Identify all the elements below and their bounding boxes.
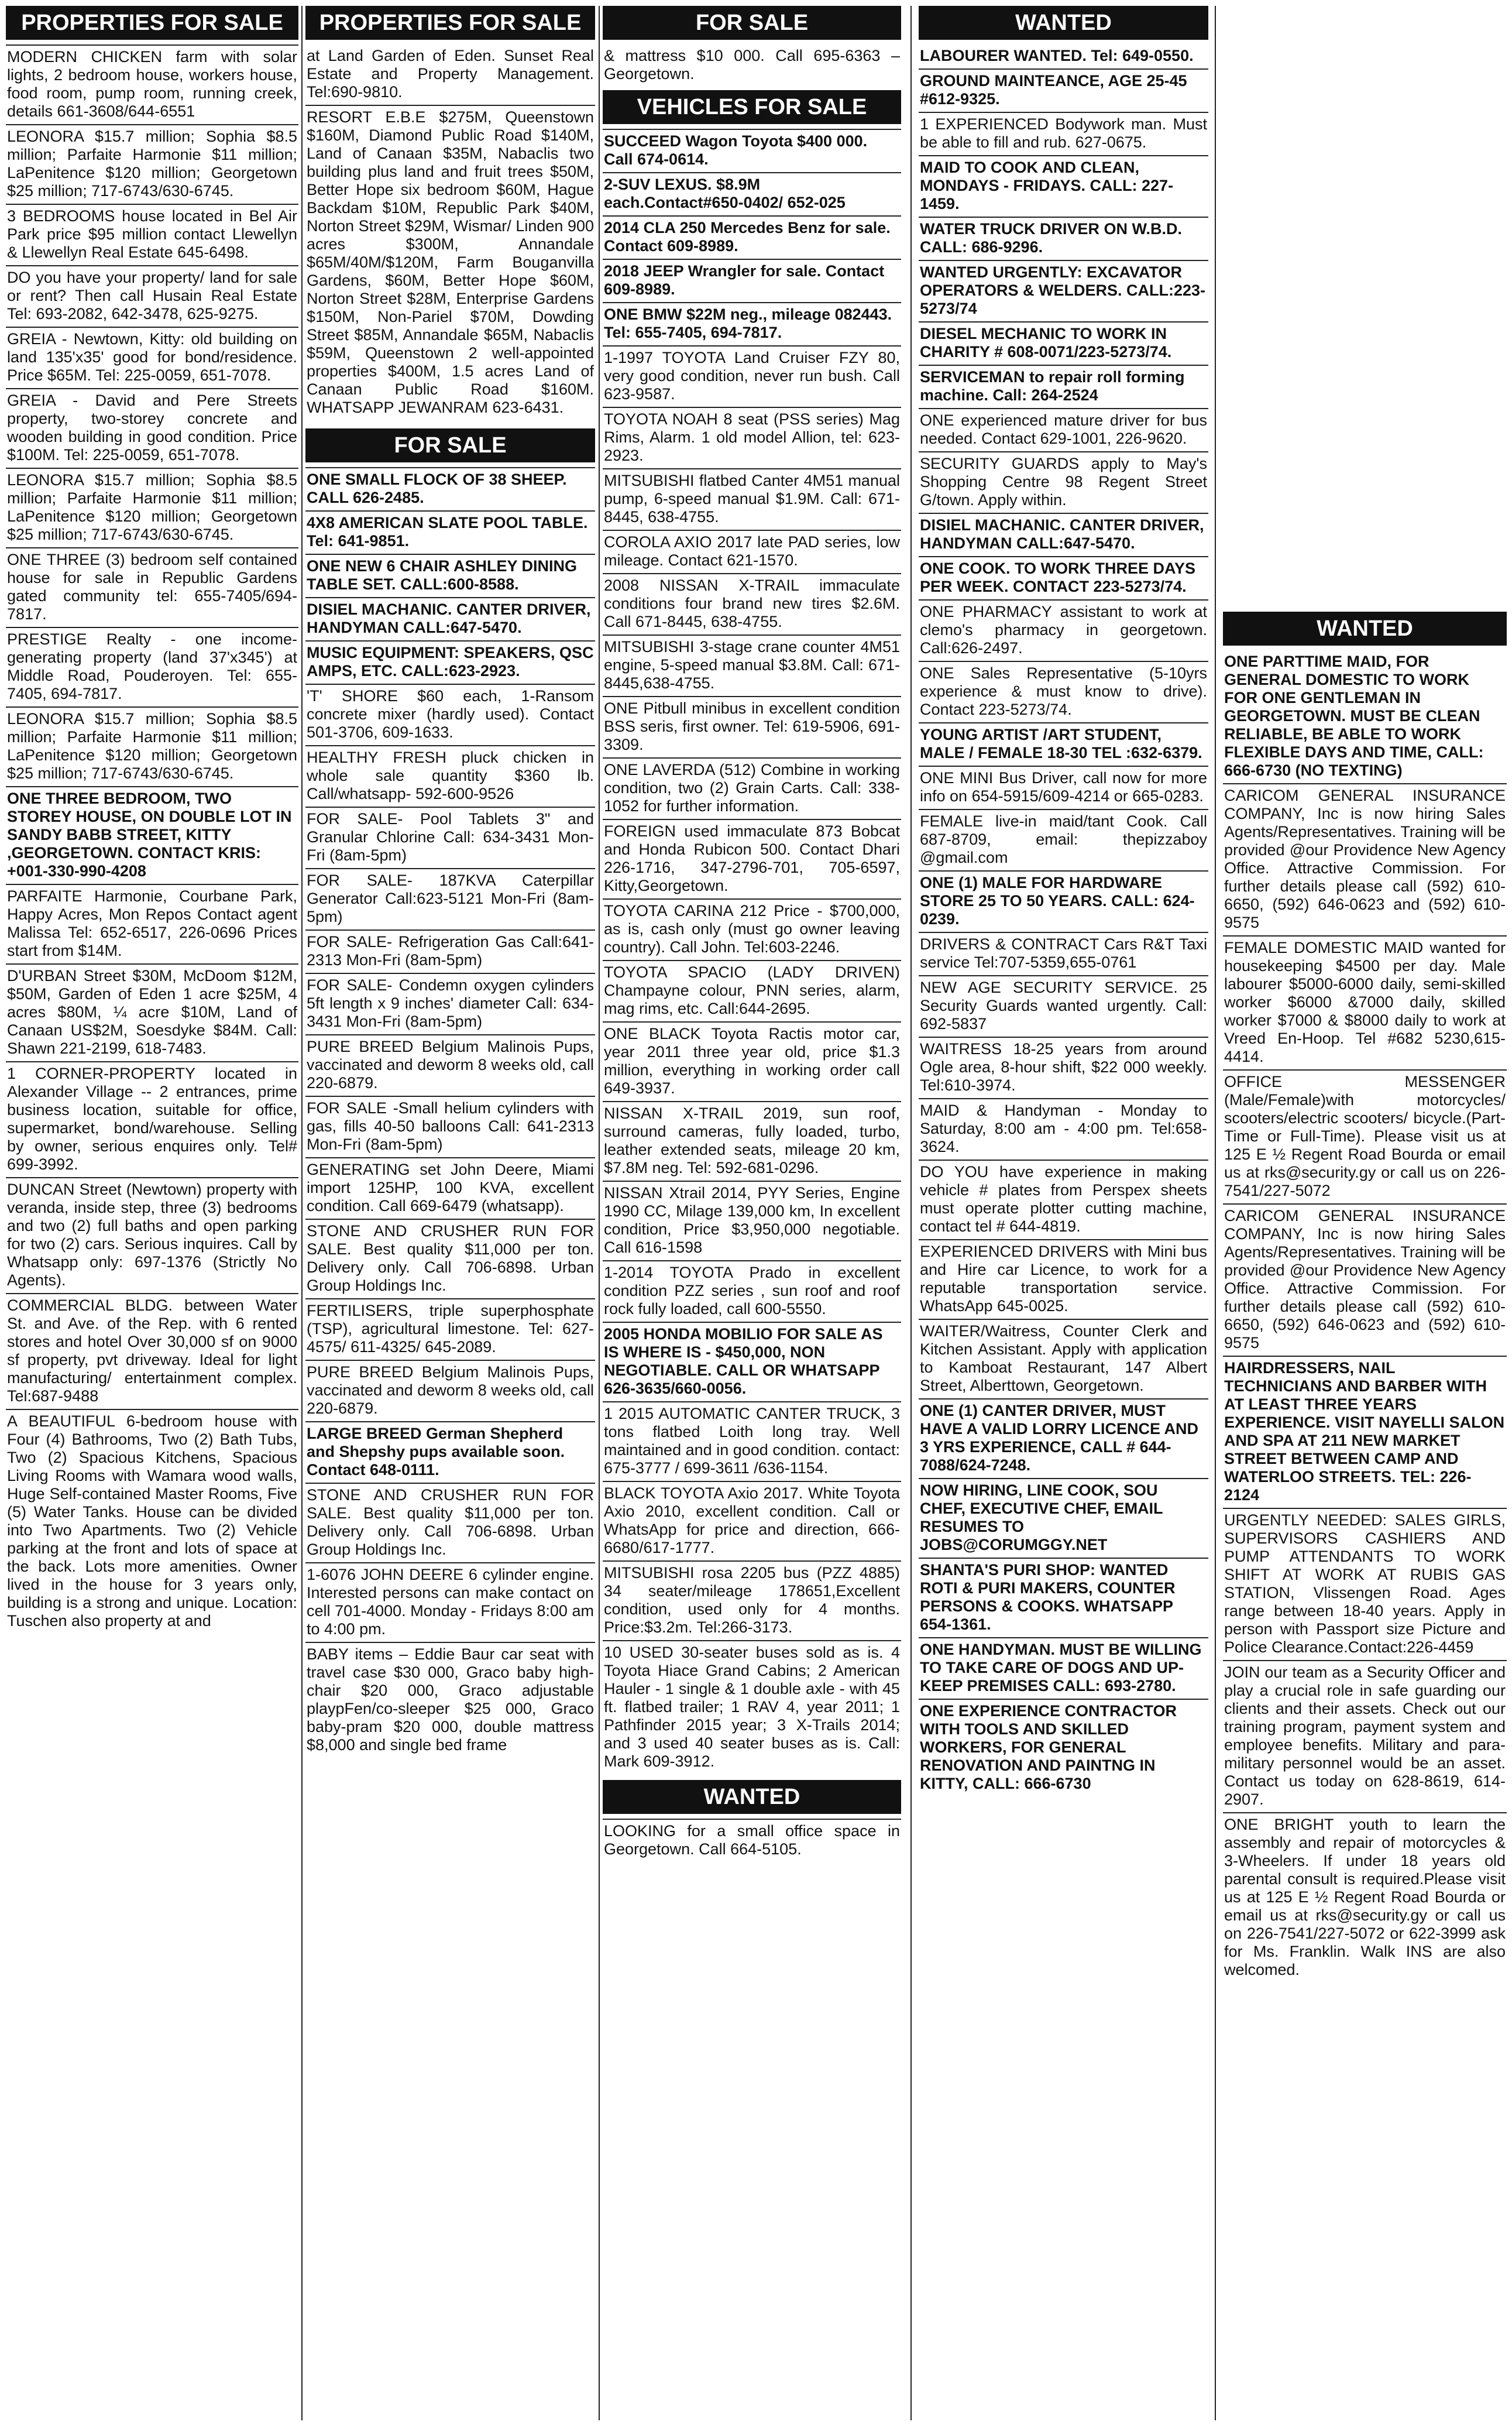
- classified-ad: COROLA AXIO 2017 late PAD series, low mileage. Contact 621-1570.: [603, 530, 901, 573]
- classified-ad: FOREIGN used immaculate 873 Bobcat and Honda Rubicon 500. Contact Dhari 226-1716, 347-2796-701, 705-6597, Kitty,Georgetown.: [603, 819, 901, 898]
- classified-ad: CARICOM GENERAL INSURANCE COMPANY, Inc is now hiring Sales Agents/Representatives. Training will be provided @our Providence New Agency Office. Attractive Commission. For further details please call (592) 610-6650, (592) 646-0623 and (592) 610-9575: [1223, 783, 1507, 935]
- classified-ad: STONE AND CRUSHER RUN FOR SALE. Best quality $11,000 per ton. Delivery only. Call 706-6898. Urban Group Holdings Inc.: [305, 1219, 595, 1298]
- classified-ad: 4X8 AMERICAN SLATE POOL TABLE. Tel: 641-9851.: [305, 510, 595, 554]
- classified-ad: FEMALE live-in maid/tant Cook. Call 687-8709, email: thepizzaboy @gmail.com: [919, 809, 1208, 870]
- classified-ad: 1 CORNER-PROPERTY located in Alexander Village -- 2 entrances, prime business location, suitable for office, supermarket, bond/warehouse. Selling by owner, serious enquires only. Tel# 699-3992.: [6, 1061, 298, 1177]
- ads-list: [603, 44, 901, 87]
- classified-ad: LEONORA $15.7 million; Sophia $8.5 million; Parfaite Harmonie $11 million; LaPenitence $120 million; Georgetown $25 million; 717-6743/630-6745.: [6, 124, 298, 204]
- classified-ad: FOR SALE- 187KVA Caterpillar Generator Call:623-5121 Mon-Fri (8am-5pm): [305, 868, 595, 929]
- classified-ad: TOYOTA NOAH 8 seat (PSS series) Mag Rims, Alarm. 1 old model Allion, tel: 623-2923.: [603, 407, 901, 468]
- section-header-wanted: WANTED: [603, 1780, 901, 1814]
- column-divider: [1215, 6, 1216, 2420]
- classified-ad: ONE HANDYMAN. MUST BE WILLING TO TAKE CARE OF DOGS AND UP-KEEP PREMISES CALL: 693-2780.: [919, 1637, 1208, 1699]
- classified-ad: 1-6076 JOHN DEERE 6 cylinder engine. Interested persons can make contact on cell 701-4000. Monday - Fridays 8:00 am to 4:00 pm.: [305, 1562, 595, 1642]
- classified-ad: 1 EXPERIENCED Bodywork man. Must be able to fill and rub. 627-0675.: [919, 112, 1208, 155]
- classified-ad: OFFICE MESSENGER (Male/Female)with motorcycles/ scooters/electric scooters/ bicycle.(Part-Time or Full-Time). Please visit us at 125 E ½ Regent Road Bourda or email us at rks@security.gy or call us on 226-7541/227-5072: [1223, 1069, 1507, 1203]
- classified-ad: PARFAITE Harmonie, Courbane Park, Happy Acres, Mon Repos Contact agent Malissa Tel: 652-6517, 226-0696 Prices start from $14M.: [6, 884, 298, 963]
- ads-list: [305, 44, 595, 420]
- classified-ad: ONE (1) CANTER DRIVER, MUST HAVE A VALID LORRY LICENCE AND 3 YRS EXPERIENCE, CALL # 644-7088/624-7248.: [919, 1398, 1208, 1478]
- classified-ad: STONE AND CRUSHER RUN FOR SALE. Best quality $11,000 per ton. Delivery only. Call 706-6898. Urban Group Holdings Inc.: [305, 1483, 595, 1562]
- classified-ad: LOOKING for a small office space in Georgetown. Call 664-5105.: [603, 1819, 901, 1862]
- classified-ad: SUCCEED Wagon Toyota $400 000. Call 674-0614.: [603, 129, 901, 172]
- ads-list: [1223, 650, 1507, 1982]
- column-wanted-2: [1223, 612, 1507, 1982]
- classified-ad: ONE experienced mature driver for bus needed. Contact 629-1001, 226-9620.: [919, 408, 1208, 451]
- classified-ad: MITSUBISHI rosa 2205 bus (PZZ 4885) 34 seater/mileage 178651,Excellent condition, used only for 4 months. Price:$3.2m. Tel:266-3173.: [603, 1560, 901, 1640]
- classified-ad: DISIEL MACHANIC. CANTER DRIVER, HANDYMAN CALL:647-5470.: [919, 513, 1208, 556]
- column-properties-1: [6, 6, 298, 1634]
- column-properties-2: [305, 6, 595, 1758]
- classified-ad: PURE BREED Belgium Malinois Pups, vaccinated and deworm 8 weeks old, call 220-6879.: [305, 1360, 595, 1421]
- classified-ad: MAID & Handyman - Monday to Saturday, 8:00 am - 4:00 pm. Tel:658-3624.: [919, 1098, 1208, 1160]
- column-divider: [599, 6, 600, 2420]
- classified-ad: TOYOTA CARINA 212 Price - $700,000, as is, cash only (must go owner leaving country). Call John. Tel:603-2246.: [603, 898, 901, 960]
- classified-ad: BLACK TOYOTA Axio 2017. White Toyota Axio 2010, excellent condition. Call or WhatsApp for price and direction, 666-6680/617-1777.: [603, 1481, 901, 1560]
- classified-ad: CARICOM GENERAL INSURANCE COMPANY, Inc is now hiring Sales Agents/Representatives. Training will be provided @our Providence New Agency Office. Attractive Commission. For further details please call (592) 610-6650, (592) 646-0623 and (592) 610-9575: [1223, 1203, 1507, 1356]
- classified-ad: NOW HIRING, LINE COOK, SOU CHEF, EXECUTIVE CHEF, EMAIL RESUMES TO JOBS@CORUMGGY.NET: [919, 1478, 1208, 1558]
- classified-ad: 2018 JEEP Wrangler for sale. Contact 609-8989.: [603, 259, 901, 302]
- classified-ad: ONE Sales Representative (5-10yrs experience & must know to drive). Contact 223-5273/74.: [919, 661, 1208, 722]
- classified-ad: FOR SALE -Small helium cylinders with gas, fills 40-50 balloons Call: 641-2313 Mon-Fri (8am-5pm): [305, 1096, 595, 1157]
- classified-ad: 'T' SHORE $60 each, 1-Ransom concrete mixer (hardly used). Contact 501-3706, 609-1633.: [305, 684, 595, 745]
- classified-ad: 3 BEDROOMS house located in Bel Air Park price $95 million contact Llewellyn & Llewellyn Real Estate 645-6498.: [6, 204, 298, 265]
- classified-ad: LABOURER WANTED. Tel: 649-0550.: [920, 47, 1194, 64]
- classified-ad: FOR SALE- Pool Tablets 3" and Granular Chlorine Call: 634-3431 Mon-Fri (8am-5pm): [305, 807, 595, 868]
- column-wanted-1: [919, 6, 1208, 1796]
- classified-ad: HAIRDRESSERS, NAIL TECHNICIANS AND BARBER WITH AT LEAST THREE YEARS EXPERIENCE. VISIT NAYELLI SALON AND SPA AT 211 NEW MARKET STREET BETWEEN CAMP AND WATERLOO STREETS. TEL: 226-2124: [1223, 1356, 1507, 1508]
- classified-ad: MITSUBISHI 3-stage crane counter 4M51 engine, 5-speed manual $3.8M. Call: 671-8445,638-4755.: [603, 634, 901, 696]
- classified-ad: BABY items – Eddie Baur car seat with travel case $30 000, Graco baby high-chair $20 000, Graco adjustable playpFen/co-sleeper $25 000, Graco baby-pram $20 000, double mattress $8,000 and single bed frame: [305, 1642, 595, 1758]
- classified-ad: ONE SMALL FLOCK OF 38 SHEEP. CALL 626-2485.: [305, 467, 595, 510]
- classified-ad: URGENTLY NEEDED: SALES GIRLS, SUPERVISORS CASHIERS AND PUMP ATTENDANTS TO WORK SHIFT AT WORK AT RUBIS GAS STATION, Vlissengen Road. Ages range between 18-40 years. Apply in person with Passport size Picture and Police Clearance.Contact:226-4459: [1223, 1508, 1507, 1660]
- classified-ad: ONE LAVERDA (512) Combine in working condition, two (2) Grain Carts. Call: 338-1052 for further information.: [603, 757, 901, 819]
- classified-ad: MITSUBISHI flatbed Canter 4M51 manual pump, 6-speed manual $1.9M. Call: 671-8445, 638-4755.: [603, 468, 901, 530]
- classified-ad: LARGE BREED German Shepherd and Shepshy pups available soon. Contact 648-0111.: [305, 1421, 595, 1483]
- ads-list: [603, 1819, 901, 1862]
- section-header-for-sale: FOR SALE: [305, 428, 595, 462]
- classified-ad: EXPERIENCED DRIVERS with Mini bus and Hire car Licence, to work for a reputable transportation service. WhatsApp 645-0025.: [919, 1239, 1208, 1319]
- column-divider: [910, 6, 912, 2420]
- ads-list: [603, 129, 901, 1774]
- classified-ad: ONE THREE BEDROOM, TWO STOREY HOUSE, ON DOUBLE LOT IN SANDY BABB STREET, KITTY ,GEORGETOWN. CONTACT KRIS: +001-330-990-4208: [6, 786, 298, 884]
- classified-ad: SHANTA'S PURI SHOP: WANTED ROTI & PURI MAKERS, COUNTER PERSONS & COOKS. WHATSAPP 654-1361.: [919, 1558, 1208, 1637]
- classified-ad: YOUNG ARTIST /ART STUDENT, MALE / FEMALE 18-30 TEL :632-6379.: [919, 722, 1208, 766]
- classified-ad: NEW AGE SECURITY SERVICE. 25 Security Guards wanted urgently. Call: 692-5837: [919, 975, 1208, 1037]
- classified-ad: WAITER/Waitress, Counter Clerk and Kitchen Assistant. Apply with application to Kamboat Restaurant, 147 Albert Street, Alberttown, Georgetown.: [919, 1319, 1208, 1398]
- classified-ad: COMMERCIAL BLDG. between Water St. and Ave. of the Rep. with 6 rented stores and hotel Over 30,000 sf on 9000 sf property, pvt driveway. Ideal for light manufacturing/ entertainment complex. Tel:687-9488: [6, 1293, 298, 1409]
- classified-ad: MODERN CHICKEN farm with solar lights, 2 bedroom house, workers house, food room, pump room, running creek, details 661-3608/644-6551: [6, 44, 298, 124]
- classified-ad: SECURITY GUARDS apply to May's Shopping Centre 98 Regent Street G/town. Apply within.: [919, 451, 1208, 513]
- section-header: WANTED: [1223, 612, 1507, 646]
- section-header: PROPERTIES FOR SALE: [305, 6, 595, 40]
- classified-ad: LEONORA $15.7 million; Sophia $8.5 million; Parfaite Harmonie $11 million; LaPenitence $120 million; Georgetown $25 million; 717-6743/630-6745.: [6, 468, 298, 547]
- classified-ad: & mattress $10 000. Call 695-6363 – Georgetown.: [604, 47, 900, 83]
- classified-ad: DO you have your property/ land for sale or rent? Then call Husain Real Estate Tel: 693-2082, 642-3478, 625-9275.: [6, 265, 298, 327]
- classified-ad: 1-1997 TOYOTA Land Cruiser FZY 80, very good condition, never run bush. Call 623-9587.: [603, 345, 901, 407]
- classified-ad: 2008 NISSAN X-TRAIL immaculate conditions four brand new tires $2.6M. Call 671-8445, 638-4755.: [603, 573, 901, 634]
- classified-ad: ONE Pitbull minibus in excellent condition BSS seris, first owner. Tel: 619-5906, 691-3309.: [603, 696, 901, 757]
- classified-ad: FEMALE DOMESTIC MAID wanted for housekeeping $4500 per day. Male labourer $5000-6000 daily, semi-skilled worker $6000 &7000 daily, skilled worker $7000 & $8000 daily to work at Vreed En-Hoop. Tel #682 5230,615-4414.: [1223, 935, 1507, 1069]
- classified-ad: A BEAUTIFUL 6-bedroom house with Four (4) Bathrooms, Two (2) Bath Tubs, Two (2) Spacious Kitchens, Spacious Living Rooms with Wamara wood walls, Huge Self-contained Master Rooms, Five (5) Water Tanks. House can be divided into Two Apartments. Two (2) Vehicle parking at the front and lots of space at the back. Lots more amenities. Owner lived in the house for 3 years only, building is a strong and unique. Location: Tuschen also property at and: [6, 1409, 298, 1634]
- section-header-vehicles: VEHICLES FOR SALE: [603, 90, 901, 124]
- classified-ad: DRIVERS & CONTRACT Cars R&T Taxi service Tel:707-5359,655-0761: [919, 932, 1208, 975]
- classified-ad: HEALTHY FRESH pluck chicken in whole sale quantity $360 lb. Call/whatsapp- 592-600-9526: [305, 745, 595, 807]
- section-header: WANTED: [919, 6, 1208, 40]
- classified-ad: ONE PHARMACY assistant to work at clemo's pharmacy in georgetown. Call:626-2497.: [919, 599, 1208, 661]
- classified-ad: ONE BRIGHT youth to learn the assembly and repair of motorcycles & 3-Wheelers. If under 18 years old parental consult is required.Please visit us at 125 E ½ Regent Road Bourda or email us at rks@security.gy or call us on 226-7541/227-5072 or 622-3999 ask for Ms. Franklin. Walk INS are also welcomed.: [1223, 1812, 1507, 1982]
- classified-ad: ONE EXPERIENCE CONTRACTOR WITH TOOLS AND SKILLED WORKERS, FOR GENERAL RENOVATION AND PAINTNG IN KITTY, CALL: 666-6730: [919, 1699, 1208, 1796]
- classified-ad: 10 USED 30-seater buses sold as is. 4 Toyota Hiace Grand Cabins; 2 American Hauler - 1 single & 1 double axle - with 45 ft. flatbed trailer; 1 RAV 4, year 2011; 1 Pathfinder 2015 year; 3 X-Trails 2014; and 3 used 40 seater buses as is. Call: Mark 609-3912.: [603, 1640, 901, 1774]
- classified-ad: ONE COOK. TO WORK THREE DAYS PER WEEK. CONTACT 223-5273/74.: [919, 556, 1208, 599]
- classified-ad: PRESTIGE Realty - one income-generating property (land 37'x345') at Middle Road, Pouderoyen. Tel: 655-7405, 694-7817.: [6, 627, 298, 706]
- classified-ad: WANTED URGENTLY: EXCAVATOR OPERATORS & WELDERS. CALL:223-5273/74: [919, 260, 1208, 321]
- ads-list: [305, 467, 595, 1758]
- classified-ad: D'URBAN Street $30M, McDoom $12M, $50M, Garden of Eden 1 acre $25M, 4 acres $80M, ¼ acre $10M, Land of Canaan US$2M, Soesdyke $84M. Call: Shawn 221-2199, 618-7483.: [6, 963, 298, 1061]
- classified-ad: 1 2015 AUTOMATIC CANTER TRUCK, 3 tons flatbed Loith long tray. Well maintained and in good condition. contact: 675-3777 / 699-3611 /636-1154.: [603, 1401, 901, 1481]
- classified-ad: 1-2014 TOYOTA Prado in excellent condition PZZ series , sun roof and roof rock fully loaded, call 600-5550.: [603, 1260, 901, 1322]
- classified-ad: FOR SALE- Refrigeration Gas Call:641-2313 Mon-Fri (8am-5pm): [305, 929, 595, 973]
- classified-ad: ONE MINI Bus Driver, call now for more info on 654-5915/609-4214 or 665-0283.: [919, 766, 1208, 809]
- classified-ad: DISIEL MACHANIC. CANTER DRIVER, HANDYMAN CALL:647-5470.: [305, 597, 595, 640]
- classified-ad: NISSAN X-TRAIL 2019, sun roof, surround cameras, fully loaded, turbo, leather extended seats, mileage 20 km, $7.8M neg. Tel: 592-681-0296.: [603, 1101, 901, 1181]
- classified-ad: DIESEL MECHANIC TO WORK IN CHARITY # 608-0071/223-5273/74.: [919, 321, 1208, 365]
- classified-ad: SERVICEMAN to repair roll forming machine. Call: 264-2524: [919, 365, 1208, 408]
- classified-ad: ONE THREE (3) bedroom self contained house for sale in Republic Gardens gated community tel: 655-7405/694-7817.: [6, 547, 298, 627]
- classified-ad: 2014 CLA 250 Mercedes Benz for sale. Contact 609-8989.: [603, 215, 901, 259]
- classified-ad: MUSIC EQUIPMENT: SPEAKERS, QSC AMPS, ETC. CALL:623-2923.: [305, 640, 595, 684]
- classified-ad: GREIA - Newtown, Kitty: old building on land 135'x35' good for bond/residence. Price $65M. Tel: 225-0059, 651-7078.: [6, 327, 298, 388]
- classified-ad: WAITRESS 18-25 years from around Ogle area, 8-hour shift, $22 000 weekly. Tel:610-3974.: [919, 1037, 1208, 1098]
- ads-list: [6, 44, 298, 1634]
- classified-ad: ONE BMW $22M neg., mileage 082443. Tel: 655-7405, 694-7817.: [603, 302, 901, 345]
- classified-ad: ONE PARTTIME MAID, FOR GENERAL DOMESTIC TO WORK FOR ONE GENTLEMAN IN GEORGETOWN. MUST BE CLEAN RELIABLE, BE ABLE TO WORK FLEXIBLE DAYS AND TIME, CALL: 666-6730 (NO TEXTING): [1224, 653, 1484, 779]
- classified-ad: FOR SALE- Condemn oxygen cylinders 5ft length x 9 inches' diameter Call: 634-3431 Mon-Fri (8am-5pm): [305, 973, 595, 1034]
- classified-ad: PURE BREED Belgium Malinois Pups, vaccinated and deworm 8 weeks old, call 220-6879.: [305, 1034, 595, 1096]
- classified-ad: LEONORA $15.7 million; Sophia $8.5 million; Parfaite Harmonie $11 million; LaPenitence $120 million; Georgetown $25 million; 717-6743/630-6745.: [6, 706, 298, 786]
- classified-ad: ONE (1) MALE FOR HARDWARE STORE 25 TO 50 YEARS. CALL: 624-0239.: [919, 870, 1208, 932]
- classified-ad: 2005 HONDA MOBILIO FOR SALE AS IS WHERE IS - $450,000, NON NEGOTIABLE. CALL OR WHATSAPP 626-3635/660-0056.: [603, 1322, 901, 1401]
- classified-ad: NISSAN Xtrail 2014, PYY Series, Engine 1990 CC, Milage 139,000 km, In excellent condition, Price $3,950,000 negotiable. Call 616-1598: [603, 1181, 901, 1260]
- classified-ad: ONE BLACK Toyota Ractis motor car, year 2011 three year old, price $1.3 million, everything in working order call 649-3937.: [603, 1021, 901, 1101]
- column-for-sale-vehicles: [603, 6, 901, 1862]
- classified-ad: RESORT E.B.E $275M, Queenstown $160M, Diamond Public Road $140M, Land of Canaan $35M, Nabaclis two building plus land and fruit trees $50M, Better Hope six bedroom $60M, Hague Backdam $10M, Republic Park $40M, Norton Street $29M, Wismar/ Linden 900 acres $300M, Annandale $65M/40M/$120M, Farm Bouganvilla Gardens, $60M, Better Hope $60M, Norton Street $28M, Enterprise Gardens $150M, Non-Pariel $70M, Dowding Street $85M, Annandale $65M, Nabaclis $59M, Queenstown 2 well-appointed properties $400M, 1.5 acres Land of Canaan Public Road $160M. WHATSAPP JEWANRAM 623-6431.: [305, 105, 595, 420]
- classified-ad: 2-SUV LEXUS. $8.9M each.Contact#650-0402/ 652-025: [603, 172, 901, 215]
- column-divider: [301, 6, 303, 2420]
- ads-list: [919, 44, 1208, 1796]
- classified-ad: DO YOU have experience in making vehicle # plates from Perspex sheets must operate plotter cutting machine, contact tel # 644-4819.: [919, 1160, 1208, 1239]
- classified-ad: TOYOTA SPACIO (LADY DRIVEN) Champayne colour, PNN series, alarm, mag rims, etc. Call:644-2695.: [603, 960, 901, 1021]
- classified-ad: MAID TO COOK AND CLEAN, MONDAYS - FRIDAYS. CALL: 227-1459.: [919, 155, 1208, 217]
- classified-ad: at Land Garden of Eden. Sunset Real Estate and Property Management. Tel:690-9810.: [307, 47, 594, 101]
- classified-ad: GREIA - David and Pere Streets property, two-storey concrete and wooden building in good condition. Price $100M. Tel: 225-0059, 651-7078.: [6, 388, 298, 468]
- section-header: PROPERTIES FOR SALE: [6, 6, 298, 40]
- classified-ad: WATER TRUCK DRIVER ON W.B.D. CALL: 686-9296.: [919, 217, 1208, 260]
- classified-ad: GROUND MAINTEANCE, AGE 25-45 #612-9325.: [919, 68, 1208, 112]
- classified-ad: JOIN our team as a Security Officer and play a crucial role in safe guarding our clients and their assets. Check out our training program, payment system and employee benefits. Military and para-military personnel would be an asset. Contact us today on 628-8619, 614-2907.: [1223, 1660, 1507, 1812]
- classified-ad: FERTILISERS, triple superphosphate (TSP), agricultural limestone. Tel: 627-4575/ 611-4325/ 645-2089.: [305, 1298, 595, 1360]
- section-header: FOR SALE: [603, 6, 901, 40]
- classified-ad: GENERATING set John Deere, Miami import 125HP, 100 KVA, excellent condition. Call 669-6479 (whatsapp).: [305, 1157, 595, 1219]
- classified-ad: ONE NEW 6 CHAIR ASHLEY DINING TABLE SET. CALL:600-8588.: [305, 554, 595, 597]
- classified-ad: DUNCAN Street (Newtown) property with veranda, inside step, three (3) bedrooms and two (2) full baths and open parking for two (2) cars. Serious inquires. Call by Whatsapp only: 697-1376 (Strictly No Agents).: [6, 1177, 298, 1293]
